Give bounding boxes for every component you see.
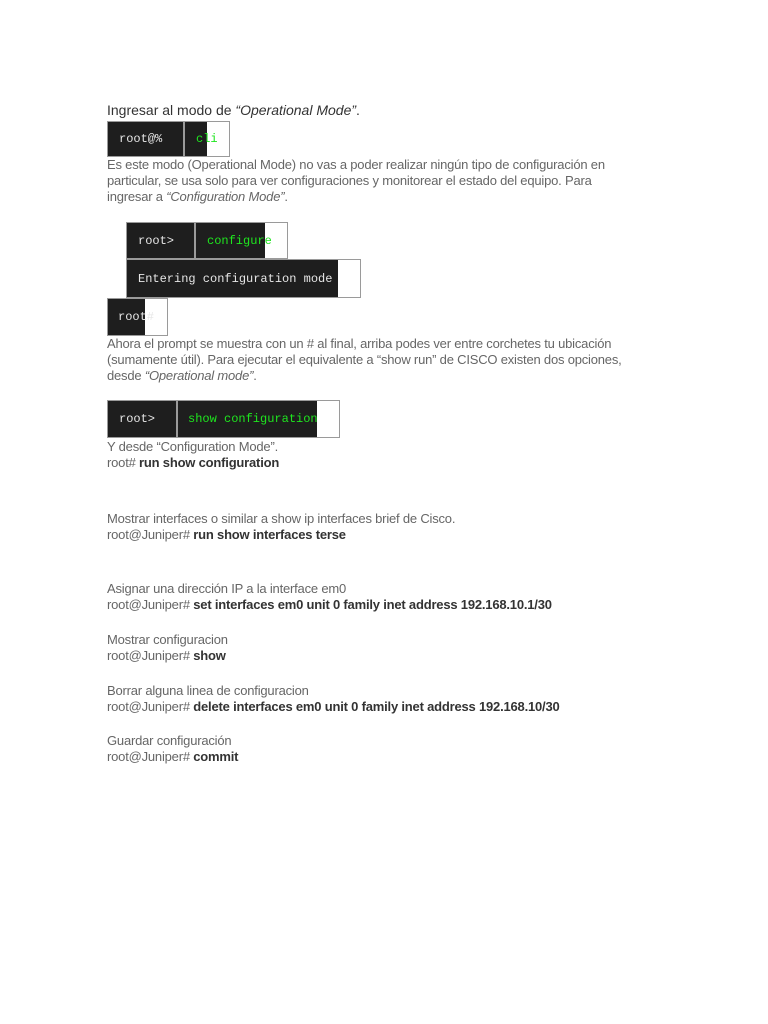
paragraph-line: (sumamente útil). Para ejecutar el equivalente a “show run” de CISCO existen dos opciones,: [107, 352, 622, 367]
terminal-prompt-text: root@%: [119, 132, 163, 146]
command-line: [107, 597, 727, 613]
command-prompt: root@Juniper#: [107, 597, 194, 612]
section-delete-config: [107, 683, 727, 715]
section-description: Guardar configuración: [107, 733, 232, 748]
terminal-prompt-root-config: [107, 298, 168, 336]
terminal-prompt-text: root>: [138, 233, 175, 248]
terminal-command-cli: [184, 121, 230, 157]
section-commit: [107, 733, 707, 765]
command-text: set interfaces em0 unit 0 family inet address 192.168.10.1/30: [193, 597, 552, 612]
paragraph-line: Es este modo (Operational Mode) no vas a poder realizar ningún tipo de configuración en: [107, 157, 605, 172]
command-prompt: root@Juniper#: [107, 648, 194, 663]
section-description: Mostrar configuracion: [107, 632, 228, 647]
section-description: Asignar una dirección IP a la interface em0: [107, 581, 347, 596]
command-line: [107, 455, 667, 471]
command-text: show: [193, 648, 226, 663]
heading-suffix: .: [356, 102, 360, 118]
paragraph-config-mode-run: [107, 439, 667, 471]
command-line: [107, 527, 707, 543]
command-prompt: root#: [107, 455, 140, 470]
paragraph-emphasis: “Configuration Mode”: [166, 189, 285, 204]
command-line: [107, 699, 727, 715]
command-prompt: root@Juniper#: [107, 527, 194, 542]
paragraph-text: desde: [107, 368, 145, 383]
paragraph-text: ingresar a: [107, 189, 167, 204]
section-show-interfaces: [107, 511, 707, 543]
command-prompt: root@Juniper#: [107, 749, 194, 764]
terminal-output-text: Entering configuration mode: [138, 271, 333, 286]
paragraph-operational-mode: [107, 157, 667, 205]
heading-text: Ingresar al modo de: [107, 102, 236, 118]
terminal-prompt-text: root#: [118, 310, 155, 324]
terminal-command-text: show configuration: [188, 412, 318, 426]
command-line: [107, 648, 707, 664]
paragraph-config-prompt: [107, 336, 667, 384]
section-assign-ip: [107, 581, 727, 613]
page-heading: [107, 102, 360, 119]
command-text: run show configuration: [139, 455, 280, 470]
paragraph-line: [107, 368, 667, 384]
terminal-output-entering-config: [126, 259, 361, 298]
terminal-prompt-root-shell: [107, 121, 184, 157]
terminal-command-show-configuration: [177, 400, 340, 438]
command-text: run show interfaces terse: [193, 527, 346, 542]
terminal-command-text: configure: [207, 233, 272, 248]
terminal-highlight-gap: [317, 401, 339, 437]
paragraph-line: Y desde “Configuration Mode”.: [107, 439, 279, 454]
terminal-command-text: cli: [196, 132, 218, 146]
terminal-highlight-gap: [338, 260, 360, 297]
terminal-prompt-root-show: [107, 400, 177, 438]
section-show-config: [107, 632, 707, 664]
paragraph-emphasis: “Operational mode”: [144, 368, 254, 383]
section-description: Borrar alguna linea de configuracion: [107, 683, 309, 698]
paragraph-text: .: [253, 368, 257, 383]
section-description: Mostrar interfaces o similar a show ip interfaces brief de Cisco.: [107, 511, 456, 526]
heading-emphasis: “Operational Mode”: [235, 102, 357, 118]
command-text: delete interfaces em0 unit 0 family inet address 192.168.10/30: [193, 699, 560, 714]
paragraph-line: particular, se usa solo para ver configuraciones y monitorear el estado del equipo. Para: [107, 173, 592, 188]
paragraph-line: Ahora el prompt se muestra con un # al final, arriba podes ver entre corchetes tu ubicación: [107, 336, 612, 351]
command-text: commit: [193, 749, 239, 764]
terminal-prompt-root-operational: [126, 222, 195, 259]
terminal-command-configure: [195, 222, 288, 259]
terminal-prompt-text: root>: [119, 412, 156, 426]
command-line: [107, 749, 707, 765]
paragraph-line: [107, 189, 667, 205]
paragraph-text: .: [284, 189, 288, 204]
command-prompt: root@Juniper#: [107, 699, 194, 714]
